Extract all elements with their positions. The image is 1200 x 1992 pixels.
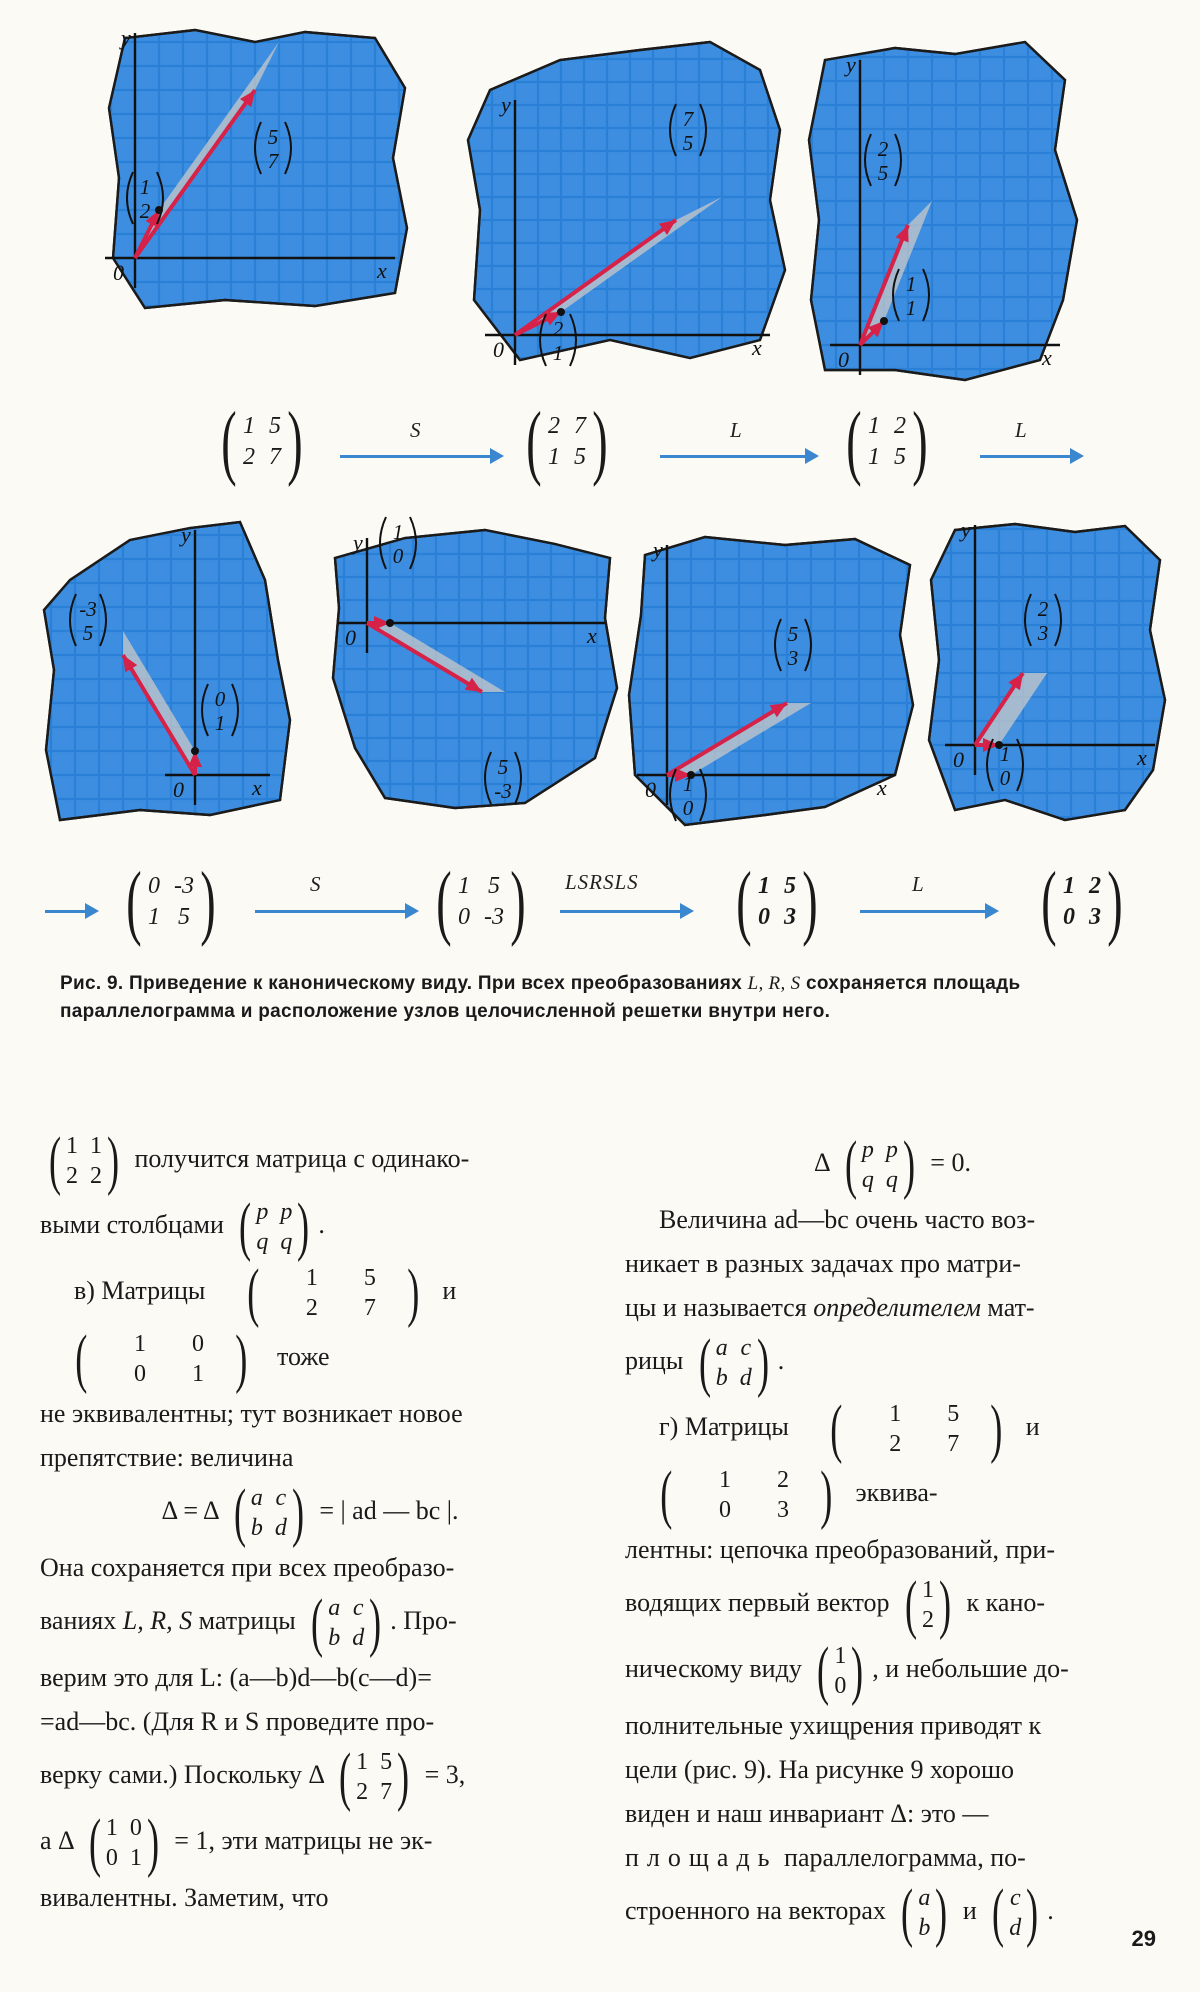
x-axis-label: x [587, 623, 597, 648]
origin-label: 0 [345, 625, 356, 650]
y-axis-label: y [653, 537, 663, 562]
figure-panel-5 [325, 520, 620, 818]
y-axis-label: y [501, 92, 511, 117]
arrow-2-0 [45, 910, 95, 913]
vector-component: 1 [552, 341, 564, 365]
vector-component: 2 [1037, 597, 1049, 621]
arrow-1-1 [340, 455, 500, 458]
arrow-2-2 [560, 910, 690, 913]
arrow-1-3 [980, 455, 1080, 458]
arrow-label-1-2: L [730, 418, 743, 442]
vector-component: 1 [905, 272, 917, 296]
line: верку сами.) Поскольку Δ ( 1 5 2 7 ) = 3, [40, 1740, 466, 1813]
arrow-label-1-3: L [1015, 418, 1028, 442]
line: в) Матрицы ( 1 5 2 7 ) и ( 1 0 0 1 ) тоже [40, 1260, 580, 1392]
left-column [40, 1124, 580, 1920]
arrow-2-1 [255, 910, 415, 913]
panel-svg [40, 520, 295, 820]
origin-label: 0 [113, 260, 124, 285]
lattice-point [880, 317, 888, 325]
matrix-2-4: ( 1 2 0 3 ) [1041, 855, 1123, 948]
x-axis-label: x [377, 258, 387, 283]
vector-component: 3 [787, 646, 799, 670]
matrix-1527-2: ( 1 5 2 7 ) [339, 1740, 410, 1813]
x-axis-label: x [1042, 345, 1052, 370]
lattice-point [557, 308, 565, 316]
x-axis-label: x [252, 775, 262, 800]
line: ( 1 1 2 2 ) получится матрица с одинако- [40, 1128, 580, 1194]
line: площадь параллелограмма, по- [625, 1843, 1026, 1872]
figure-caption [60, 970, 1150, 1026]
line: Величина ad—bc очень часто воз- [659, 1205, 1036, 1234]
vector-component: 7 [682, 107, 694, 131]
figure-panel-1 [105, 25, 420, 328]
line: полнительные ухищрения приводят к [625, 1711, 1042, 1740]
line: не эквивалентны; тут возникает новое [40, 1399, 463, 1428]
matrix-pq-2: ( p p q q ) [844, 1128, 915, 1201]
arrow-label-2-2: LSRSLS [565, 870, 639, 894]
line: выми столбцами ( p p q q ) . [40, 1190, 325, 1263]
matrix-1527-r: ( 1 5 2 7 ) [830, 1392, 1003, 1465]
arrow-label-2-1: S [310, 872, 322, 896]
line: цы и называется определителем мат- [625, 1293, 1035, 1322]
page-number: 29 [1131, 1926, 1156, 1951]
y-axis-label: y [846, 52, 856, 77]
matrix-1-2: ( 2 7 1 5 ) [526, 395, 608, 488]
vector-component: 1 [392, 520, 404, 544]
arrow-1-2 [660, 455, 815, 458]
vector-component: 5 [877, 161, 889, 185]
panel-svg [925, 517, 1170, 840]
line: виден и наш инвариант Δ: это — [625, 1799, 989, 1828]
right-column [625, 1128, 1160, 1949]
vector-component: 0 [392, 544, 404, 568]
vector-10: ( 1 0 ) [817, 1634, 864, 1707]
matrix-1001: ( 1 0 0 1 ) [75, 1322, 248, 1395]
vector-cd: ( c d ) [992, 1876, 1039, 1949]
matrix-2-1: ( 0 -3 1 5 ) [126, 855, 216, 948]
panel-svg [325, 520, 620, 818]
x-axis-label: x [752, 335, 762, 360]
line: =ad—bc. (Для R и S проведите про- [40, 1707, 435, 1736]
vector-component: 1 [214, 711, 226, 735]
matrix-1527: ( 1 5 2 7 ) [247, 1256, 420, 1329]
line: водящих первый вектор ( 1 2 ) к кано- [625, 1568, 1046, 1641]
matrix-abcd: ( a c b d ) [233, 1476, 304, 1549]
line: г) Матрицы ( 1 5 2 7 ) и ( 1 2 0 3 ) эквива- [625, 1396, 1160, 1528]
line: цели (рис. 9). На рисунке 9 хорошо [625, 1755, 1015, 1784]
vector-component: 0 [999, 766, 1011, 790]
y-axis-label: y [181, 522, 191, 547]
panel-svg [460, 40, 795, 400]
figure-panel-2 [460, 40, 795, 400]
origin-label: 0 [645, 777, 656, 802]
x-axis-label: x [877, 775, 887, 800]
panel-svg [625, 535, 915, 845]
line: лентны: цепочка преобразований, при- [625, 1535, 1055, 1564]
matrix-acbd: ( a c b d ) [698, 1326, 769, 1399]
vector-component: 5 [267, 125, 279, 149]
origin-label: 0 [838, 347, 849, 372]
vector-component: 3 [1037, 621, 1049, 645]
vector-component: 2 [877, 137, 889, 161]
matrix-11-22: ( 1 1 2 2 ) [48, 1124, 120, 1197]
vector-component: 0 [214, 687, 226, 711]
line: ническому виду ( 1 0 ) , и небольшие до- [625, 1634, 1069, 1707]
vector-component: 2 [552, 317, 564, 341]
lattice-point [386, 619, 394, 627]
line: Она сохраняется при всех преобразо- [40, 1553, 455, 1582]
caption-ops: L, R, S [747, 973, 801, 994]
vector-component: 5 [497, 755, 509, 779]
figure-panel-4 [40, 520, 295, 820]
vector-component: 0 [682, 796, 694, 820]
arrow-label-1-1: S [410, 418, 422, 442]
line: вивалентны. Заметим, что [40, 1883, 329, 1912]
line: строенного на векторах ( a b ) и ( c d ) . [625, 1876, 1054, 1949]
vector-component: 5 [682, 131, 694, 155]
figure-panel-3 [805, 40, 1090, 400]
figure-panel-6 [625, 535, 915, 845]
matrix-pq: ( p p q q ) [239, 1190, 310, 1263]
line: рицы ( a c b d ) . [625, 1326, 785, 1399]
y-axis-label: y [961, 517, 971, 542]
matrix-1-3: ( 1 2 1 5 ) [846, 395, 928, 488]
matrix-1001-2: ( 1 0 0 1 ) [88, 1806, 159, 1879]
line: верим это для L: (a—b)d—b(c—d)= [40, 1663, 432, 1692]
origin-label: 0 [493, 337, 504, 362]
caption-prefix: Рис. 9. Приведение к каноническому виду. При всех преобразованиях [60, 973, 742, 994]
delta-formula: Δ = Δ ( a c b d ) = | ad — bc |. [161, 1476, 459, 1549]
arrow-2-3 [860, 910, 995, 913]
vector-component: 7 [267, 149, 279, 173]
y-axis-label: y [353, 530, 363, 555]
figure-panel-7 [925, 517, 1170, 840]
origin-label: 0 [953, 747, 964, 772]
vector-ab: ( a b ) [901, 1876, 948, 1949]
vector-component: -3 [494, 779, 512, 803]
vector-component: 2 [139, 199, 151, 223]
y-axis-label: y [121, 25, 131, 50]
matrix-abcd-2: ( a c b d ) [311, 1586, 382, 1659]
vector-component: 1 [905, 296, 917, 320]
x-axis-label: x [1137, 745, 1147, 770]
vector-12: ( 1 2 ) [905, 1568, 952, 1641]
line: а Δ ( 1 0 0 1 ) = 1, эти матрицы не эк- [40, 1806, 433, 1879]
matrix-1203: ( 1 2 0 3 ) [660, 1458, 833, 1531]
origin-label: 0 [173, 777, 184, 802]
caption-suffix: сохраняется площадь параллелограмма и расположение узлов целочисленной решетки внутри него. [60, 973, 1021, 1022]
matrix-2-2: ( 1 5 0 -3 ) [436, 855, 526, 948]
line: никает в разных задачах про матри- [625, 1249, 1021, 1278]
vector-component: 5 [82, 621, 94, 645]
vector-component: 1 [139, 175, 151, 199]
vector-component: 1 [999, 742, 1011, 766]
panel-svg [105, 25, 420, 328]
vector-component: 5 [787, 622, 799, 646]
lattice-point [191, 747, 199, 755]
vector-component: -3 [79, 597, 97, 621]
delta-zero-formula: Δ ( p p q q ) = 0. [814, 1128, 971, 1201]
panel-blob [809, 42, 1077, 380]
arrow-label-2-3: L [912, 872, 925, 896]
matrix-1-1: ( 1 5 2 7 ) [221, 395, 303, 488]
panel-svg [805, 40, 1090, 400]
line: препятствие: величина [40, 1443, 294, 1472]
line: ваниях L, R, S матрицы ( a c b d ) . Про- [40, 1586, 457, 1659]
vector-component: 1 [682, 772, 694, 796]
matrix-2-3: ( 1 5 0 3 ) [736, 855, 818, 948]
